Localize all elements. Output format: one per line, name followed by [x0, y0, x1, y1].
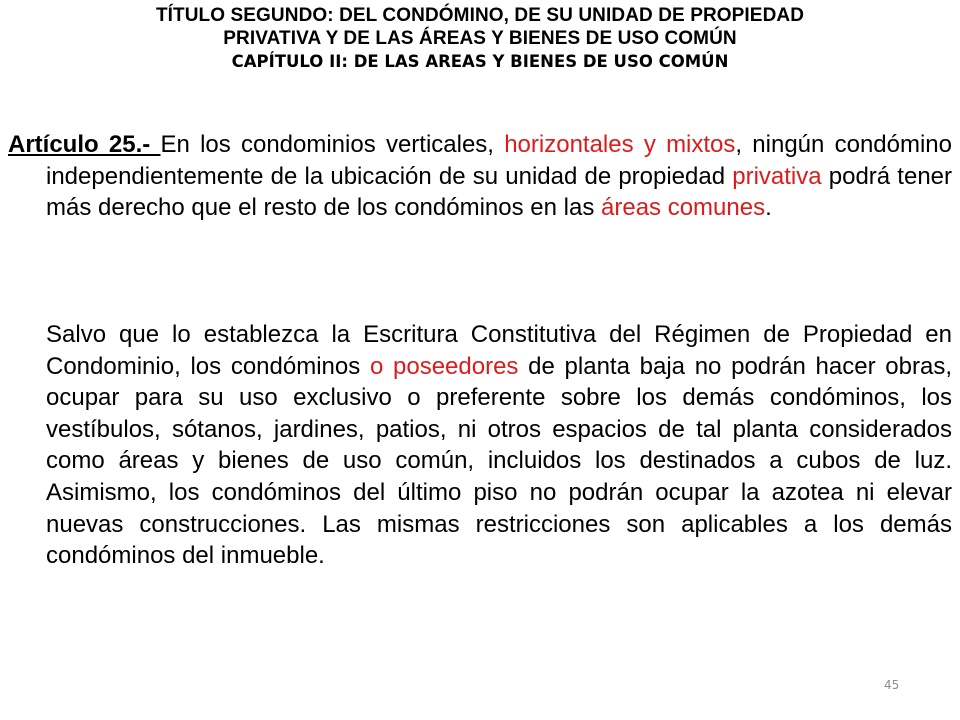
text-segment: , ningún condómino independientemente de la ubicación de su unidad de propiedad [46, 131, 953, 190]
title-line-2: PRIVATIVA Y DE LAS ÁREAS Y BIENES DE USO COMÚN [223, 28, 737, 49]
text-segment: podrá tener más derecho que el resto de los condóminos en las [46, 162, 952, 222]
text-segment: de planta baja no podrán hacer obras, ocupar para su uso exclusivo o preferente sobre los demás condóminos, los vestíbulos, sótanos, jardines, patios, ni otros espacios de tal planta considerados como áreas y bienes de uso común, incluidos los destinados a cubos de luz. Asimismo, los condóminos del último piso no podrán ocupar la azotea ni elevar nuevas construcciones. Las mismas restricciones son aplicables a los demás condóminos del inmueble. [46, 352, 952, 570]
article-paragraph [8, 129, 952, 224]
text-segment: . [765, 194, 772, 222]
highlighted-text: áreas comunes [601, 194, 766, 222]
highlighted-text: horizontales y mixtos [504, 131, 736, 158]
second-paragraph [46, 319, 952, 572]
title-line-1: TÍTULO SEGUNDO: DEL CONDÓMINO, DE SU UNIDAD DE PROPIEDAD [155, 5, 805, 26]
chapter-heading: CAPÍTULO II: DE LAS AREAS Y BIENES DE USO COMÚN [231, 52, 729, 71]
page-number: 45 [884, 678, 900, 692]
text-segment: En los condominios verticales, [160, 131, 505, 158]
highlighted-text: privativa [732, 162, 822, 190]
highlighted-text: o poseedores [369, 352, 519, 380]
text-segment: Salvo que lo establezca la Escritura Constitutiva del Régimen de Propiedad en Condominio, los condóminos [46, 321, 952, 380]
slide-header [0, 4, 960, 74]
article-label: Artículo 25.- [8, 131, 161, 158]
